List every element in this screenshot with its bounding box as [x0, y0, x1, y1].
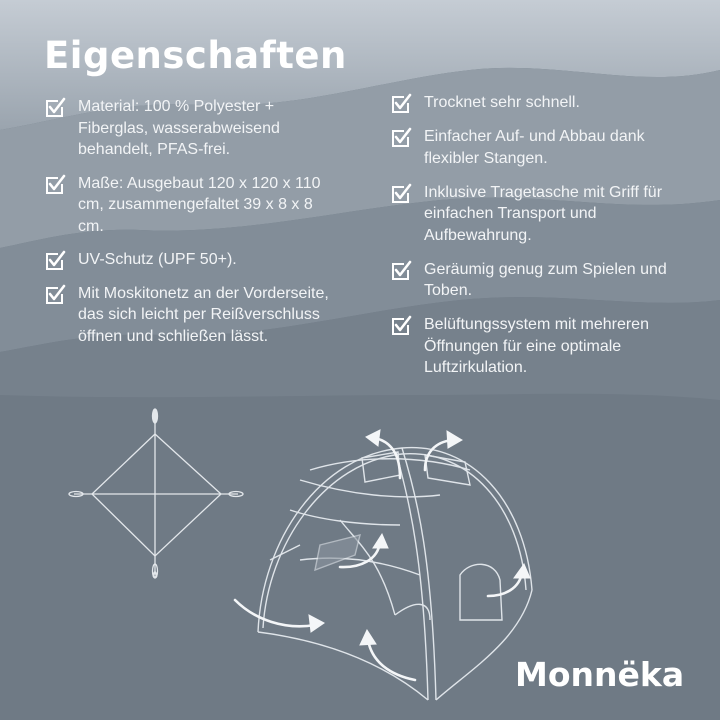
feature-text: Inklusive Tragetasche mit Griff für einfachen Transport und Aufbewahrung.	[424, 183, 663, 244]
heading: Eigenschaften	[44, 34, 347, 77]
feature-text: Einfacher Auf- und Abbau dank flexibler Stangen.	[424, 128, 645, 167]
feature-text: Maße: Ausgebaut 120 x 120 x 110 cm, zusammengefaltet 39 x 8 x 8 cm.	[78, 174, 321, 235]
tent-frame-diagram	[69, 409, 243, 578]
feature-text: Material: 100 % Polyester + Fiberglas, wasserabweisend behandelt, PFAS-frei.	[78, 98, 280, 158]
brand-logo: Monnëka	[515, 655, 685, 694]
feature-text: Mit Moskitonetz an der Vorderseite, das sich leicht per Reißverschluss öffnen und schließen lässt.	[78, 284, 329, 345]
feature-text: Geräumig genug zum Spielen und Toben.	[424, 260, 667, 299]
feature-text: Belüftungssystem mit mehreren Öffnungen für eine optimale Luftzirkulation.	[424, 316, 649, 376]
dome-tent-drawing	[258, 448, 532, 700]
feature-text: Trocknet sehr schnell.	[424, 94, 580, 111]
feature-text: UV-Schutz (UPF 50+).	[78, 251, 237, 268]
